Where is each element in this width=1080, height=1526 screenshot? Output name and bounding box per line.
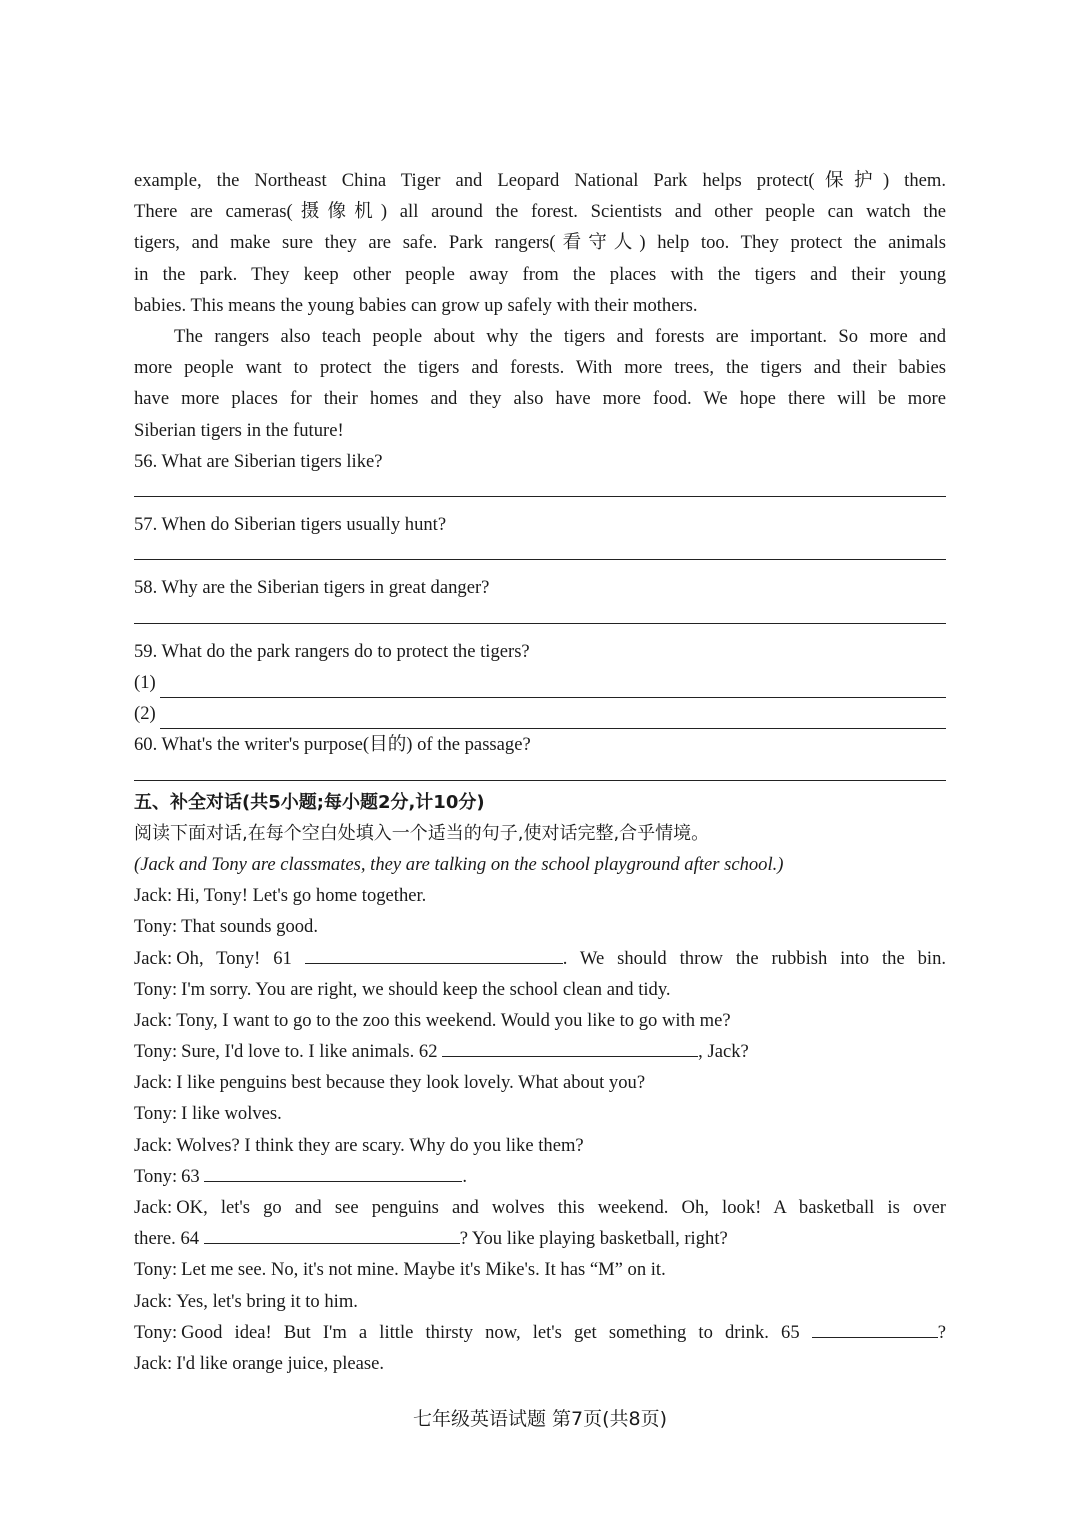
question-59 xyxy=(134,636,946,730)
page-footer: 七年级英语试题 第7页(共8页) xyxy=(412,1408,668,1430)
question-57 xyxy=(134,509,946,560)
speaker-jack: Jack: xyxy=(134,885,173,907)
exam-page xyxy=(134,165,946,1379)
speaker-tony: Tony: xyxy=(134,1321,178,1343)
dialogue-text: ? xyxy=(937,1321,947,1343)
dialogue-text: I'd like orange juice, please. xyxy=(176,1352,385,1374)
section-heading: 五、补全对话(共5小题;每小题2分,计10分) xyxy=(134,791,485,813)
answer-label: (1) xyxy=(134,671,156,693)
passage-line: have more places for their homes and they also have more food. We hope there will be more xyxy=(134,388,946,410)
passage-line: example, the Northeast China Tiger and Leopard National Park helps protect(保护) them. xyxy=(134,170,946,191)
dialogue-line xyxy=(134,1161,946,1192)
speaker-tony: Tony: xyxy=(134,916,178,938)
answer-line-60[interactable] xyxy=(134,761,946,781)
dialogue-line xyxy=(134,1254,946,1285)
blank-65[interactable] xyxy=(812,1319,938,1338)
dialogue-line xyxy=(134,1067,946,1098)
answer-line-59-2[interactable] xyxy=(160,706,946,729)
blank-62[interactable] xyxy=(442,1038,698,1057)
speaker-jack: Jack: xyxy=(134,1072,173,1094)
dialogue-context: (Jack and Tony are classmates, they are talking on the school playground after school.) xyxy=(134,853,784,875)
question-text: 57. When do Siberian tigers usually hunt? xyxy=(134,514,447,536)
speaker-jack: Jack: xyxy=(134,1352,173,1374)
answer-line-57[interactable] xyxy=(134,540,946,560)
dialogue-line xyxy=(134,1317,946,1348)
dialogue-text: I like penguins best because they look lovely. What about you? xyxy=(176,1072,646,1094)
dialogue-line xyxy=(134,1130,946,1161)
dialogue-text: Hi, Tony! Let's go home together. xyxy=(176,885,427,907)
dialogue-text: OK, let's go and see penguins and wolves this weekend. Oh, look! A basketball is over xyxy=(176,1197,946,1218)
question-58 xyxy=(134,572,946,623)
dialogue-text: Yes, let's bring it to him. xyxy=(176,1290,358,1312)
answer-row-59-2 xyxy=(134,698,946,729)
blank-61[interactable] xyxy=(305,945,563,964)
dialogue-line xyxy=(134,943,946,974)
dialogue-text: Wolves? I think they are scary. Why do you like them? xyxy=(176,1134,584,1156)
speaker-tony: Tony: xyxy=(134,1041,178,1063)
section-5 xyxy=(134,787,946,1380)
dialogue-text: Oh, Tony! 61 xyxy=(176,947,292,969)
dialogue-line xyxy=(134,974,946,1005)
speaker-jack: Jack: xyxy=(134,947,173,969)
speaker-jack: Jack: xyxy=(134,1134,173,1156)
dialogue-line xyxy=(134,1005,946,1036)
dialogue-line xyxy=(134,1348,946,1379)
answer-line-59-1[interactable] xyxy=(160,675,946,698)
passage-line: more people want to protect the tigers and forests. With more trees, the tigers and their babies xyxy=(134,357,946,379)
dialogue-line xyxy=(134,1192,946,1223)
dialogue-line xyxy=(134,880,946,911)
dialogue-text: . xyxy=(462,1165,468,1187)
dialogue-line xyxy=(134,1098,946,1129)
dialogue-text: ? You like playing basketball, right? xyxy=(459,1228,728,1250)
dialogue-text: . We should throw the rubbish into the bin. xyxy=(562,947,947,969)
dialogue-line xyxy=(134,1223,946,1254)
question-text: 60. What's the writer's purpose(目的) of the passage? xyxy=(134,734,531,756)
speaker-jack: Jack: xyxy=(134,1290,173,1312)
passage-line: in the park. They keep other people away from the places with the tigers and their young xyxy=(134,263,946,285)
blank-64[interactable] xyxy=(204,1225,460,1244)
speaker-tony: Tony: xyxy=(134,1165,178,1187)
speaker-tony: Tony: xyxy=(134,978,178,1000)
dialogue-text: , Jack? xyxy=(698,1041,749,1063)
passage-line: There are cameras(摄像机) all around the forest. Scientists and other people can watch the xyxy=(134,201,946,223)
dialogue-text: there. 64 xyxy=(134,1228,200,1250)
question-text: 58. Why are the Siberian tigers in great danger? xyxy=(134,577,490,599)
speaker-jack: Jack: xyxy=(134,1009,173,1031)
answer-line-56[interactable] xyxy=(134,477,946,497)
dialogue-line xyxy=(134,1286,946,1317)
dialogue-line xyxy=(134,1036,946,1067)
dialogue-text: Sure, I'd love to. I like animals. 62 xyxy=(181,1041,438,1063)
passage-line: The rangers also teach people about why the tigers and forests are important. So more and xyxy=(174,325,946,347)
answer-row-59-1 xyxy=(134,667,946,698)
question-text: 59. What do the park rangers do to protect the tigers? xyxy=(134,640,530,662)
answer-label: (2) xyxy=(134,703,156,725)
dialogue-text: Tony, I want to go to the zoo this weekend. Would you like to go with me? xyxy=(176,1009,731,1031)
dialogue-text: I like wolves. xyxy=(181,1103,282,1125)
speaker-jack: Jack: xyxy=(134,1197,173,1218)
dialogue-line xyxy=(134,911,946,942)
passage-line: tigers, and make sure they are safe. Park rangers(看守人) help too. They protect the animals xyxy=(134,232,946,254)
speaker-tony: Tony: xyxy=(134,1259,178,1281)
question-60 xyxy=(134,729,946,780)
section-instruction: 阅读下面对话,在每个空白处填入一个适当的句子,使对话完整,合乎情境。 xyxy=(134,822,710,844)
dialogue-text: Let me see. No, it's not mine. Maybe it's Mike's. It has “M” on it. xyxy=(181,1259,666,1281)
passage-line: babies. This means the young babies can grow up safely with their mothers. xyxy=(134,294,698,316)
answer-line-58[interactable] xyxy=(134,604,946,624)
blank-63[interactable] xyxy=(204,1163,462,1182)
dialogue-text: Good idea! But I'm a little thirsty now, let's get something to drink. 65 xyxy=(181,1321,800,1343)
dialogue-text: That sounds good. xyxy=(181,916,318,938)
speaker-tony: Tony: xyxy=(134,1103,178,1125)
reading-passage xyxy=(134,165,946,446)
question-56 xyxy=(134,446,946,497)
dialogue-text: 63 xyxy=(181,1165,200,1187)
passage-line: Siberian tigers in the future! xyxy=(134,419,344,441)
dialogue-text: I'm sorry. You are right, we should keep the school clean and tidy. xyxy=(181,978,671,1000)
question-text: 56. What are Siberian tigers like? xyxy=(134,450,383,472)
